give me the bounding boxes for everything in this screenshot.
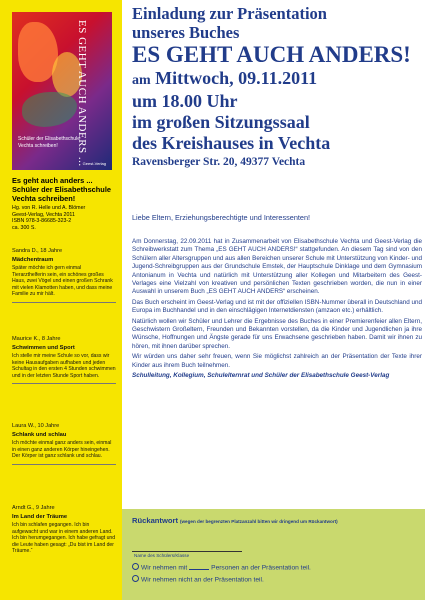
date-value: Mittwoch, 09.11.2011 [155,68,318,88]
entry-title: Schwimmen und Sport [12,344,75,351]
option-attend-suffix: Personen an der Präsentation teil. [211,564,311,572]
invitation-headline [132,4,422,170]
event-date [132,68,422,91]
event-venue: im großen Sitzungssaal [132,112,310,132]
headline-line: unseres Buches [132,23,240,42]
entry-title: Mädchentraum [12,256,54,263]
cover-subtitle: Schüler der Elisabethschule Vechta schreiben! [18,136,80,149]
entry-author: Laura W., 10 Jahre [12,423,60,429]
book-info-isbn: ISBN 978-3-86685-323-2 [12,218,72,225]
body-paragraph: Am Donnerstag, 22.09.2011 hat in Zusammenarbeit von Elisabethschule Vechta und Geest-Verlag die Schreibwerkstatt zum Thema „ES GEHT AUCH ANDERS!“ stattgefunden. An diesem Tag sind von den Schülern aller Altersgruppen und aus allen Bereichen unserer Schule mit Unterstützung von Kinder- und Jugend-Schreibgruppen aus der Grundschule Emstek, der Hauptschule Dinklage und dem Gymnasium Antonianum in Vechta und natürlich mit Unterstützung aller Kollegen und Mitarbeitern des Geest-Verlages eine Vielzahl von kreativen und persönlichen Texten geschrieben worden, die nun in einer Auswahl in unserem Buch „ES GEHT AUCH ANDERS“ erscheinen. [132,238,422,296]
body-paragraph: Wir würden uns daher sehr freuen, wenn Sie möglichst zahlreich an der Präsentation der Texte ihrer Kinder aus ihrem Buch teilnehmen. [132,353,422,369]
sidebar [0,0,122,600]
entry-author: Arndt G., 9 Jahre [12,505,55,511]
entry-title: Schlank und schlau [12,431,67,438]
book-info [12,176,116,231]
greeting: Liebe Eltern, Erziehungsberechtigte und Interessenten! [132,213,311,222]
entry-text: Ich bin schlafen gegangen. Ich bin aufgewacht und war in einem anderen Land. Ich bin herumgegangen. Ich habe gefragt und die Leute haben gesagt: „Du bist im Land der Träume.“ [12,522,116,554]
entry-author: Sandra D., 18 Jahre [12,248,63,254]
sample-text-entry [12,336,116,384]
invitation-body [132,238,422,381]
headline-line: Einladung zur Präsentation [132,4,327,23]
entry-divider [12,302,116,303]
book-info-title: Es geht auch anders ... Schüler der Elisabethschule Vechta schreiben! [12,176,111,203]
reply-heading [132,516,338,525]
sample-text-entry [12,423,116,465]
cover-title: ES GEHT AUCH ANDERS ... [76,20,88,167]
option-attend-prefix: Wir nehmen mit [141,564,188,572]
cover-art-shape [22,92,77,127]
reply-note: (wegen der begrenzten Platzanzahl bitten wir dringend um Rückantwort) [179,519,338,524]
sample-text-entry [12,248,116,303]
entry-text: Ich möchte einmal ganz anders sein, einmal in einen ganz anderen Körper hineingehen. Der Körper ist ganz schlank und schlau. [12,440,112,459]
book-info-price: ca. 300 S. [12,224,36,231]
body-paragraph: Natürlich wollen wir Schüler und Lehrer die Ergebnisse des Buches in einer Premierenfeier allen Eltern, Geschwistern Großeltern, Freunden und Bekannten vorstellen, da die Kinder und Jugendlichen ja ihre Wünsche, Hoffnungen und Ängste gerade für uns Erwachsene geschrieben haben. Damit wir ihnen zu hören, mit ihnen darüber sprechen. [132,317,422,350]
sample-text-entry [12,505,116,555]
name-field-label: Name des Schülers/Klasse [134,553,190,558]
event-address: Ravensberger Str. 20, 49377 Vechta [132,156,306,168]
signature: Schulleitung, Kollegium, Schulelternrat und Schüler der Elisabethschule Geest-Verlag [132,372,390,380]
entry-text: Ich stelle mir meine Schule so vor, dass wir keine Hausaufgaben aufhaben und jeden Schultag in den ersten 4 Stunden schwimmen und in der letzten Stunde Sport haben. [12,353,116,379]
book-info-publisher: Geest-Verlag, Vechta 2011 [12,211,75,218]
event-venue-building: des Kreishauses in Vechta [132,133,331,153]
name-field-line[interactable] [132,551,242,552]
reply-slip [122,509,425,600]
reply-option-attend[interactable] [132,563,311,572]
person-count-field[interactable] [189,569,209,570]
entry-text: Später möchte ich gern einmal Tierarzthelferin sein, ein schönes großes Haus, zwei Vögel und einen großen Schrank mit vielen Klamotten haben, und dass meine Familie zu mir hält. [12,265,113,297]
book-title-headline: ES GEHT AUCH ANDERS! [132,42,411,67]
entry-title: Im Land der Träume [12,513,68,520]
entry-author: Maurice K., 8 Jahre [12,336,61,342]
radio-circle-icon[interactable] [132,563,139,570]
event-time: um 18.00 Uhr [132,91,238,111]
book-info-editors: Hg. von R. Helle und A. Blömer [12,205,86,211]
option-decline-label: Wir nehmen nicht an der Präsentation teil. [141,576,264,584]
entry-divider [12,383,116,384]
book-cover [12,12,112,170]
date-prefix: am [132,73,151,88]
cover-publisher: Geest-Verlag [82,161,106,166]
reply-title: Rückantwort [132,516,178,525]
entry-divider [12,464,116,465]
radio-circle-icon[interactable] [132,575,139,582]
body-paragraph: Das Buch erscheint im Geest-Verlag und ist mit der offiziellen ISBN-Nummer überall in Deutschland und Europa im Buchhandel und in den einschlägigen Internetdiensten (amzaon etc.) erhältlich. [132,298,422,315]
reply-option-decline[interactable] [132,575,264,584]
